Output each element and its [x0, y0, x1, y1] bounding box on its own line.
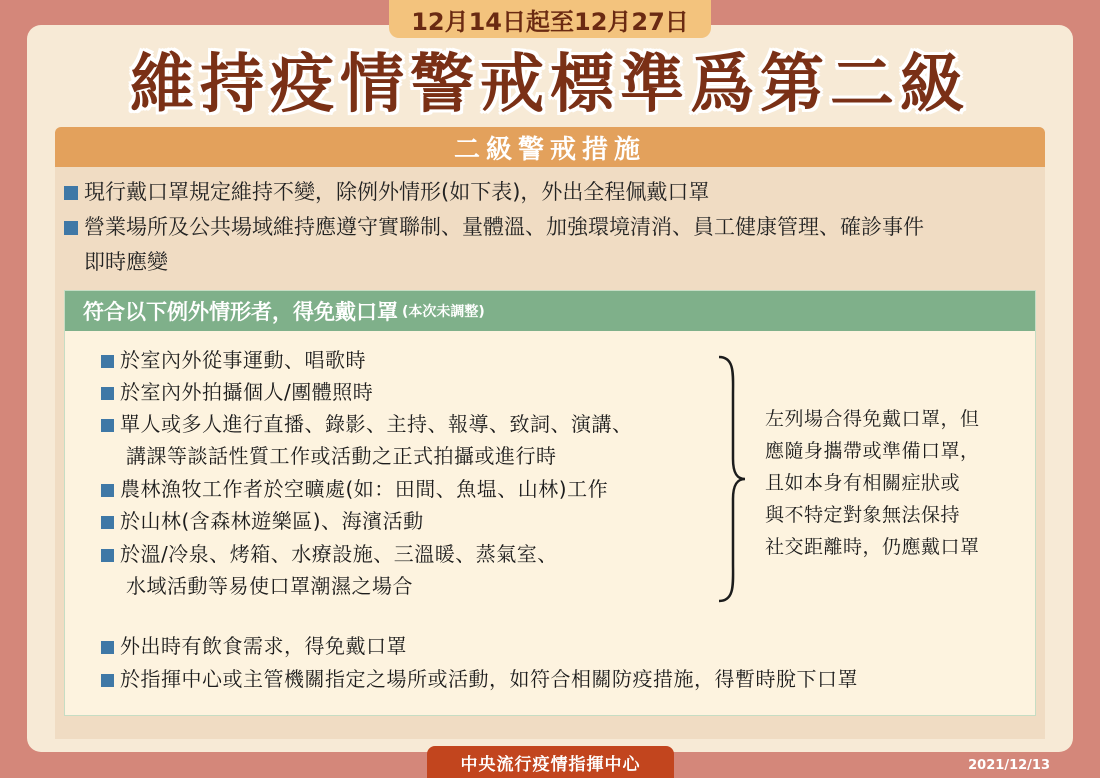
- exemption-text: 於室內外從事運動、唱歌時: [120, 348, 366, 372]
- exemption-item: [101, 664, 858, 695]
- bullet-square-icon: [101, 387, 114, 400]
- rule-text: 即時應變: [84, 250, 168, 274]
- exemption-item: [101, 474, 608, 505]
- date-range-tab: 12月14日起至12月27日: [389, 0, 711, 38]
- bullet-square-icon: [101, 419, 114, 432]
- exemption-item: [101, 631, 407, 662]
- rule-text: 營業場所及公共場域維持應遵守實聯制、量體溫、加強環境清消、員工健康管理、確診事件: [84, 215, 924, 239]
- exemption-item: [101, 345, 366, 376]
- exemption-text: 講課等談話性質工作或活動之正式拍攝或進行時: [126, 444, 557, 468]
- bullet-square-icon: [64, 186, 78, 200]
- side-note-line: 應隨身攜帶或準備口罩，: [765, 440, 980, 462]
- bullet-square-icon: [101, 516, 114, 529]
- rule-item-continuation: [64, 246, 1059, 279]
- side-note-line: 左列場合得免戴口罩，但: [765, 408, 980, 430]
- bullet-square-icon: [101, 549, 114, 562]
- bullet-square-icon: [101, 355, 114, 368]
- exemptions-heading-text: 符合以下例外情形者，得免戴口罩: [83, 300, 398, 324]
- exemptions-box: [64, 290, 1036, 716]
- exemptions-heading: [65, 291, 1035, 331]
- side-note: [765, 403, 1025, 563]
- exemption-text: 單人或多人進行直播、錄影、主持、報導、致詞、演講、: [120, 412, 633, 436]
- right-brace-icon: [717, 355, 747, 603]
- exemption-item: [101, 377, 373, 408]
- exemption-text: 水域活動等易使口罩潮濕之場合: [126, 574, 413, 598]
- bullet-square-icon: [101, 484, 114, 497]
- footer-date: 2021/12/13: [968, 758, 1050, 773]
- exemption-text: 於指揮中心或主管機關指定之場所或活動，如符合相關防疫措施，得暫時脫下口罩: [120, 667, 858, 691]
- side-note-line: 且如本身有相關症狀或: [765, 472, 961, 494]
- bullet-square-icon: [101, 674, 114, 687]
- exemption-item-continuation: [101, 571, 413, 602]
- side-note-line: 社交距離時，仍應戴口罩: [765, 536, 980, 558]
- page-title: 維持疫情警戒標準爲第二級: [130, 48, 970, 122]
- exemption-text: 於溫/冷泉、烤箱、水療設施、三溫暖、蒸氣室、: [120, 542, 558, 566]
- footer-org: 中央流行疫情指揮中心: [427, 746, 674, 778]
- side-note-line: 與不特定對象無法保持: [765, 504, 961, 526]
- exemption-item: [101, 506, 424, 537]
- exemption-text: 農林漁牧工作者於空曠處(如：田間、魚塭、山林)工作: [120, 477, 609, 501]
- exemption-text: 於室內外拍攝個人/團體照時: [120, 380, 374, 404]
- rule-item: [64, 211, 1039, 244]
- exemption-item: [101, 409, 633, 440]
- rule-text: 現行戴口罩規定維持不變，除例外情形(如下表)，外出全程佩戴口罩: [84, 180, 710, 204]
- exemption-text: 外出時有飲食需求，得免戴口罩: [120, 634, 407, 658]
- section-title: 二級警戒措施: [55, 127, 1045, 167]
- exemptions-heading-note: (本次未調整): [402, 304, 485, 320]
- exemption-text: 於山林(含森林遊樂區)、海濱活動: [120, 509, 424, 533]
- rule-item: [64, 176, 1039, 209]
- exemption-item-continuation: [101, 441, 557, 472]
- bullet-square-icon: [64, 221, 78, 235]
- exemption-item: [101, 539, 558, 570]
- bullet-square-icon: [101, 641, 114, 654]
